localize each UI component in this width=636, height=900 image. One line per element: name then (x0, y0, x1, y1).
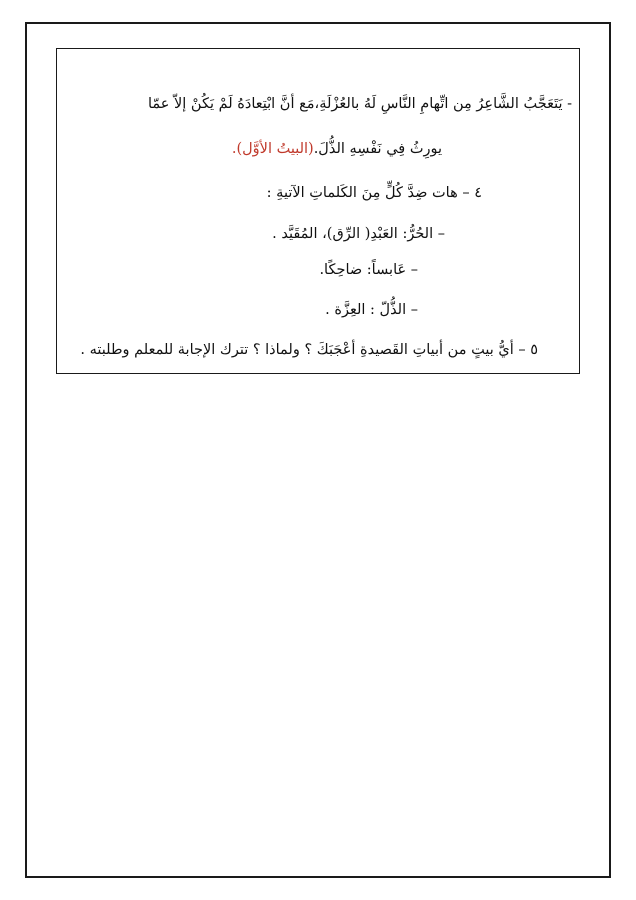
explanation-line-2 (232, 139, 442, 159)
explanation-text: يورِثُ فِي نَفْسِهِ الذُّلَ. (313, 141, 442, 157)
verse-reference: (البيتُ الأوَّل). (231, 141, 314, 157)
question-4-item-1: – الحُرُّ: العَبْدِ( الرِّق)، المُقَيَّد . (272, 226, 445, 242)
question-4-item-2: – عَابساً: ضاحِكًا. (319, 262, 418, 278)
explanation-line-1: - يَتَعَجَّبُ الشَّاعِرُ مِن اتِّهامِ النَّاسِ لَهُ بالعُزْلَةِ،مَع أنَّ ابْتِعادَهُ لَمْ يَكُنْ إلاّ عمّا (147, 96, 572, 112)
question-5: ٥ – أيُّ بيتٍ من أبياتِ القَصيدةِ أعْجَبَكَ ؟ ولماذا ؟ تترك الإجابة للمعلم وطلبته . (80, 342, 538, 358)
question-4-heading: ٤ – هات ضِدَّ كُلٍّ مِنَ الكَلماتِ الآتيةِ : (266, 185, 482, 201)
question-4-item-3: – الذُّلّ : العِزَّة . (325, 302, 418, 318)
